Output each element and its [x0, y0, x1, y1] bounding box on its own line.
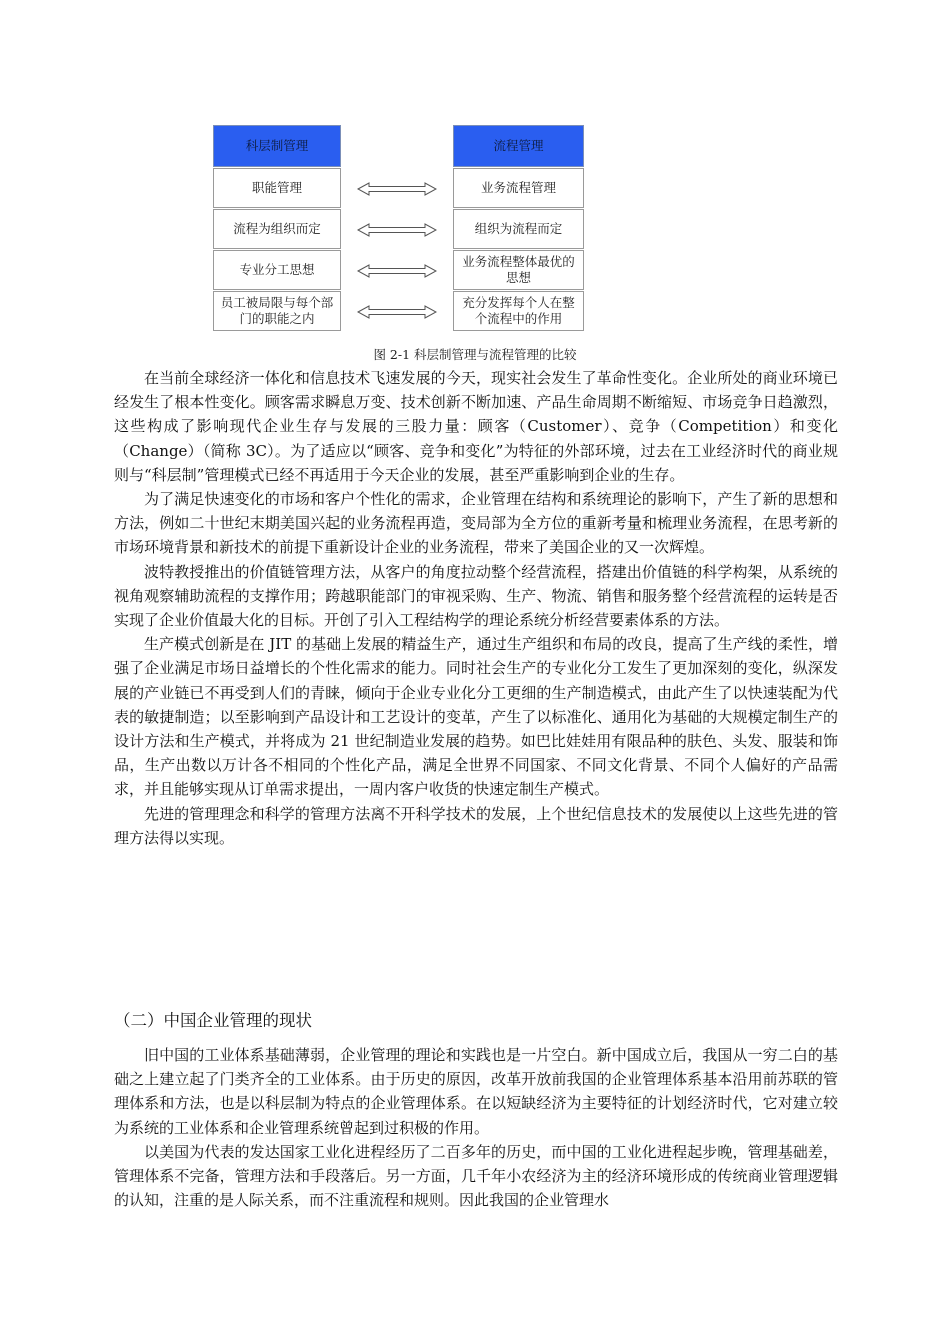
process-column: [453, 125, 584, 331]
body-text-2: [114, 1043, 838, 1212]
process-item: 充分发挥每个人在整个流程中的作用: [453, 291, 584, 331]
paragraph: 旧中国的工业体系基础薄弱，企业管理的理论和实践也是一片空白。新中国成立后，我国从一穷二白的基础之上建立起了门类齐全的工业体系。由于历史的原因，改革开放前我国的企业管理体系基本沿用前苏联的管理体系和方法，也是以科层制为特点的企业管理体系。在以短缺经济为主要特征的计划经济时代，它对建立较为系统的工业体系和企业管理系统曾起到过积极的作用。: [114, 1046, 838, 1137]
double-arrow-icon: [357, 305, 437, 319]
arrow-column: [341, 125, 453, 329]
bureaucracy-item: 专业分工思想: [213, 250, 341, 290]
paragraph: 生产模式创新是在 JIT 的基础上发展的精益生产，通过生产组织和布局的改良，提高了生产线的柔性，增强了企业满足市场日益增长的个性化需求的能力。同时社会生产的专业化分工发生了更加深刻的变化，纵深发展的产业链已不再受到人们的青睐，倾向于企业专业化分工更细的生产制造模式，由此产生了以快速装配为代表的敏捷制造；以至影响到产品设计和工艺设计的变革，产生了以标准化、通用化为基础的大规模定制生产的设计方法和生产模式，并将成为 21 世纪制造业发展的趋势。如巴比娃娃用有限品种的肤色、头发、服装和饰品，生产出数以万计各不相同的个性化产品，满足全世界不同国家、不同文化背景、不同个人偏好的产品需求，并且能够实现从订单需求提出，一周内客户收货的快速定制生产模式。: [114, 635, 838, 799]
double-arrow-icon: [357, 182, 437, 196]
process-item: 组织为流程而定: [453, 209, 584, 249]
process-header: 流程管理: [453, 125, 584, 167]
figure-caption: 图 2-1 科层制管理与流程管理的比较: [373, 347, 577, 362]
bureaucracy-column: [213, 125, 341, 331]
paragraph: 波特教授推出的价值链管理方法，从客户的角度拉动整个经营流程，搭建出价值链的科学构架，从系统的视角观察辅助流程的支撑作用；跨越职能部门的审视采购、生产、物流、销售和服务整个经营流程的运转是否实现了企业价值最大化的目标。开创了引入工程结构学的理论系统分析经营要素体系的方法。: [114, 562, 838, 630]
bureaucracy-item: 职能管理: [213, 168, 341, 208]
double-arrow-icon: [357, 223, 437, 237]
process-item: 业务流程管理: [453, 168, 584, 208]
section-heading: （二）中国企业管理的现状: [114, 1011, 312, 1030]
comparison-figure: [213, 125, 584, 329]
paragraph: 以美国为代表的发达国家工业化进程经历了二百多年的历史，而中国的工业化进程起步晚，管理基础差，管理体系不完备，管理方法和手段落后。另一方面，几千年小农经济为主的经济环境形成的传统商业管理逻辑的认知，注重的是人际关系，而不注重流程和规则。因此我国的企业管理水: [114, 1142, 838, 1210]
paragraph: 为了满足快速变化的市场和客户个性化的需求，企业管理在结构和系统理论的影响下，产生了新的思想和方法，例如二十世纪末期美国兴起的业务流程再造，变局部为全方位的重新考量和梳理业务流程，在思考新的市场环境背景和新技术的前提下重新设计企业的业务流程，带来了美国企业的又一次辉煌。: [114, 490, 838, 557]
bureaucracy-item: 流程为组织而定: [213, 209, 341, 249]
double-arrow-icon: [357, 264, 437, 278]
bureaucracy-item: 员工被局限与每个部门的职能之内: [213, 291, 341, 331]
paragraph: 在当前全球经济一体化和信息技术飞速发展的今天，现实社会发生了革命性变化。企业所处的商业环境已经发生了根本性变化。顾客需求瞬息万变、技术创新不断加速、产品生命周期不断缩短、市场竞争日趋激烈，这些构成了影响现代企业生存与发展的三股力量：顾客（Customer）、竞争（Competition）和变化（Change）（简称 3C）。为了适应以“顾客、竞争和变化”为特征的外部环境，过去在工业经济时代的商业规则与“科层制”管理模式已经不再适用于今天企业的发展，甚至严重影响到企业的生存。: [114, 369, 838, 484]
bureaucracy-header: 科层制管理: [213, 125, 341, 167]
paragraph: 先进的管理理念和科学的管理方法离不开科学技术的发展，上个世纪信息技术的发展使以上这些先进的管理方法得以实现。: [114, 804, 838, 847]
body-text-1: [114, 366, 838, 850]
process-item: 业务流程整体最优的思想: [453, 250, 584, 290]
